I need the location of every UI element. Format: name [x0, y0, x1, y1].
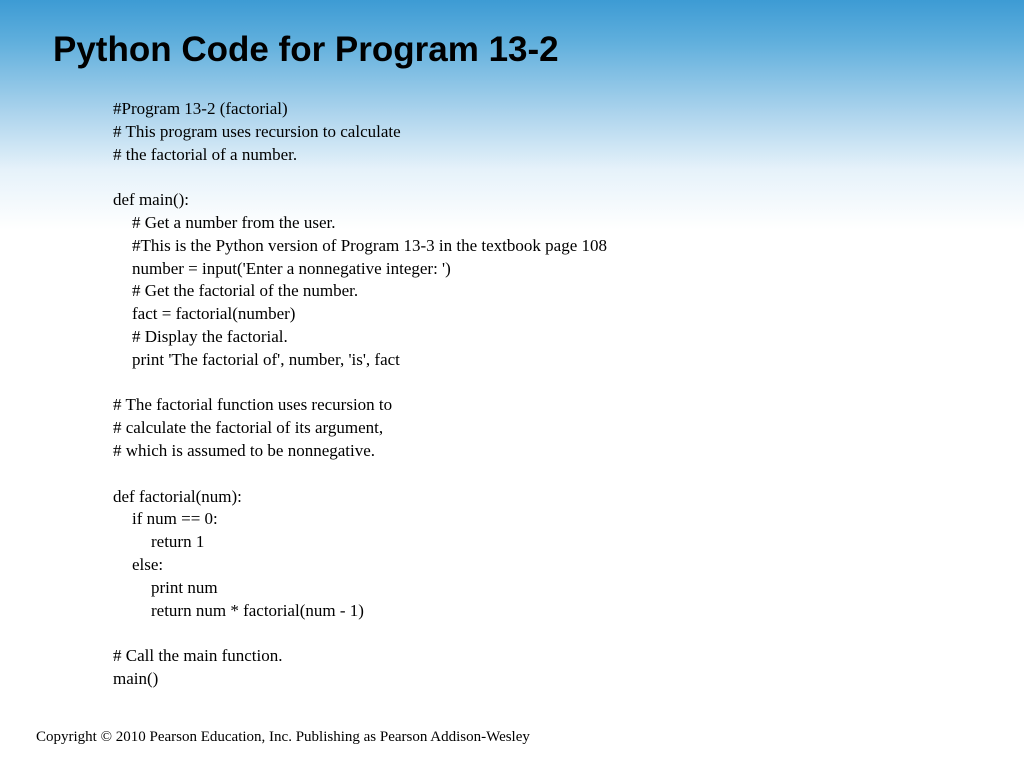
code-line: print num [151, 577, 218, 597]
code-line: # This program uses recursion to calculate [113, 121, 401, 141]
code-line: # calculate the factorial of its argument, [113, 418, 384, 438]
slide-title: Python Code for Program 13-2 [53, 30, 559, 69]
code-line: else: [132, 554, 164, 574]
copyright-footer: Copyright © 2010 Pearson Education, Inc. Publishing as Pearson Addison-Wesley [36, 729, 530, 745]
code-line: number = input('Enter a nonnegative integer: ') [132, 258, 451, 278]
code-line: # the factorial of a number. [113, 144, 298, 164]
code-line: # Get a number from the user. [132, 212, 336, 232]
code-line: print 'The factorial of', number, 'is', fact [132, 349, 400, 369]
code-line [113, 372, 607, 395]
code-line: if num == 0: [132, 509, 218, 529]
code-line: return num * factorial(num - 1) [151, 600, 364, 620]
code-line: def main(): [113, 190, 189, 210]
code-line [113, 622, 607, 645]
code-line: main() [113, 668, 159, 688]
code-line: # which is assumed to be nonnegative. [113, 440, 376, 460]
code-line: #This is the Python version of Program 13-3 in the textbook page 108 [132, 235, 607, 255]
code-line: # Call the main function. [113, 646, 283, 666]
code-line: # Display the factorial. [132, 326, 288, 346]
code-line [113, 463, 607, 486]
code-listing [113, 98, 607, 691]
code-line: # Get the factorial of the number. [132, 281, 359, 301]
code-line: fact = factorial(number) [132, 304, 296, 324]
code-line: def factorial(num): [113, 486, 242, 506]
code-line: # The factorial function uses recursion to [113, 395, 393, 415]
code-line: return 1 [151, 532, 205, 552]
code-line [113, 166, 607, 189]
code-line: #Program 13-2 (factorial) [113, 99, 288, 118]
